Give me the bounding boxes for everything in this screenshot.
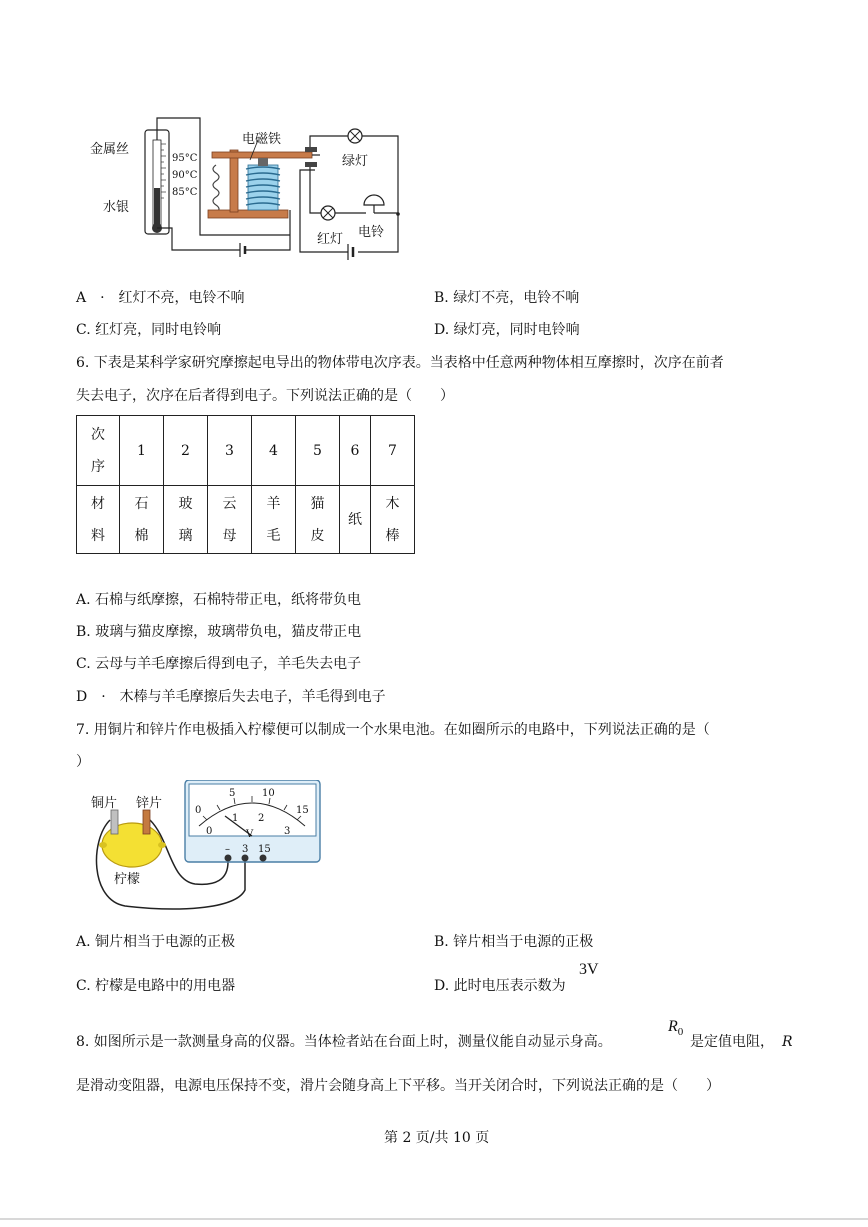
- table-cell: [371, 486, 415, 554]
- table-cell: [77, 486, 120, 554]
- label-electromagnet: 电磁铁: [242, 132, 282, 147]
- q5-option-c[interactable]: C. 红灯亮，同时电铃响: [76, 322, 222, 338]
- scale-bottom-2: 2: [258, 813, 265, 824]
- label-green-lamp: 绿灯: [342, 154, 369, 169]
- scale-top-10: 10: [262, 788, 275, 799]
- q5-option-b[interactable]: B. 绿灯不亮，电铃不响: [434, 290, 580, 306]
- seq-number: 4: [269, 442, 278, 459]
- q6-option-c[interactable]: C. 云母与羊毛摩擦后得到电子，羊毛失去电子: [76, 656, 362, 672]
- triboelectric-series-table: [76, 415, 415, 554]
- material-char: 玻: [178, 495, 193, 512]
- table-cell: [77, 416, 120, 486]
- r0-subscript: 0: [677, 1026, 684, 1039]
- q6-option-d[interactable]: D · 木棒与羊毛摩擦后失去电子，羊毛得到电子: [76, 689, 386, 705]
- q8-stem-part1: 8. 如图所示是一款测量身高的仪器。当体检者站在台面上时，测量仪能自动显示身高。: [76, 1034, 612, 1050]
- label-temp-90: 90°C: [172, 170, 198, 181]
- material-char: 璃: [178, 527, 193, 544]
- table-cell: [208, 486, 252, 554]
- scale-top-15: 15: [296, 805, 309, 816]
- q6-stem-line2: 失去电子，次序在后者得到电子。下列说法正确的是（ ）: [76, 388, 454, 404]
- seq-number: 3: [225, 442, 234, 459]
- terminal-3: 3: [242, 844, 249, 855]
- material-char: 石: [134, 495, 149, 512]
- table-cell: [208, 416, 252, 486]
- material-char: 木: [385, 495, 400, 512]
- table-row: [77, 486, 415, 554]
- material-char: 棒: [385, 527, 400, 544]
- label-temp-85: 85°C: [172, 187, 198, 198]
- seq-number: 2: [181, 442, 190, 459]
- q8-r0-symbol: [668, 1018, 683, 1038]
- q7-option-c[interactable]: C. 柠檬是电路中的用电器: [76, 978, 236, 994]
- q7-stem-line2: ）: [76, 754, 90, 770]
- scale-top-5: 5: [229, 788, 236, 799]
- page-bottom-divider: [0, 1218, 868, 1220]
- seq-number: 6: [350, 442, 360, 459]
- terminal-15: 15: [258, 844, 271, 855]
- q8-stem-part2: 是定值电阻，: [690, 1034, 774, 1050]
- scale-bottom-3: 3: [284, 826, 291, 837]
- seq-number: 5: [313, 442, 322, 459]
- label-metal-wire: 金属丝: [90, 142, 130, 157]
- scale-bottom-0: 0: [206, 826, 213, 837]
- scale-bottom-1: 1: [232, 813, 239, 824]
- label-mercury: 水银: [103, 200, 130, 215]
- table-cell: [371, 416, 415, 486]
- label-copper-plate: 铜片: [91, 796, 118, 811]
- material-char: 棉: [134, 527, 149, 544]
- table-cell: [296, 416, 340, 486]
- material-char: 皮: [310, 527, 325, 544]
- label-red-lamp: 红灯: [317, 232, 344, 247]
- table-cell: [164, 486, 208, 554]
- table-cell: [340, 486, 371, 554]
- seq-number: 7: [388, 442, 397, 459]
- seq-number: 1: [137, 442, 146, 459]
- q7-option-a[interactable]: A. 铜片相当于电源的正极: [76, 934, 236, 950]
- q6-option-b[interactable]: B. 玻璃与猫皮摩擦，玻璃带负电，猫皮带正电: [76, 624, 362, 640]
- table-row: [77, 416, 415, 486]
- table-cell: [340, 416, 371, 486]
- table-cell: [164, 416, 208, 486]
- table-cell: [252, 416, 296, 486]
- scale-top-0: 0: [195, 805, 202, 816]
- table-cell: [120, 486, 164, 554]
- page-number: 第 2 页/共 10 页: [384, 1130, 490, 1146]
- table-cell: [252, 486, 296, 554]
- q7-stem-line1: 7. 用铜片和锌片作电极插入柠檬便可以制成一个水果电池。在如圈所示的电路中，下列说法正确的是（: [76, 722, 710, 738]
- q6-stem-line1: 6. 下表是某科学家研究摩擦起电导出的物体带电次序表。当表格中任意两种物体相互摩擦时，次序在前者: [76, 355, 724, 371]
- header-label-char: 序: [91, 458, 105, 475]
- header-label-char: 次: [91, 426, 105, 443]
- material-char: 猫: [310, 495, 325, 512]
- label-temp-95: 95°C: [172, 153, 198, 164]
- material-label-char: 材: [91, 495, 105, 512]
- meter-unit: V: [246, 829, 254, 840]
- q5-option-d[interactable]: D. 绿灯亮，同时电铃响: [434, 322, 580, 338]
- lemon-battery-diagram: [85, 780, 325, 915]
- r0-letter: R: [668, 1018, 678, 1035]
- material-char: 纸: [348, 511, 362, 528]
- table-cell: [296, 486, 340, 554]
- material-char: 云: [222, 495, 237, 512]
- q7-option-d[interactable]: D. 此时电压表示数为: [434, 978, 566, 994]
- q7-option-d-value: 3V: [579, 961, 599, 978]
- q8-stem-line2: 是滑动变阻器，电源电压保持不变，滑片会随身高上下平移。当开关闭合时，下列说法正确的是（ ）: [76, 1078, 720, 1094]
- material-char: 毛: [266, 527, 281, 544]
- terminal-negative: –: [225, 844, 230, 855]
- material-char: 母: [222, 527, 237, 544]
- label-lemon: 柠檬: [114, 872, 141, 887]
- label-bell: 电铃: [358, 225, 385, 240]
- label-zinc-plate: 锌片: [136, 796, 163, 811]
- q5-option-a[interactable]: A · 红灯不亮，电铃不响: [76, 290, 245, 306]
- q6-option-a[interactable]: A. 石棉与纸摩擦，石棉特带正电，纸将带负电: [76, 592, 362, 608]
- material-char: 羊: [266, 495, 281, 512]
- q8-r-symbol: R: [782, 1034, 793, 1050]
- table-cell: [120, 416, 164, 486]
- q7-option-b[interactable]: B. 锌片相当于电源的正极: [434, 934, 594, 950]
- material-label-char: 料: [91, 527, 105, 544]
